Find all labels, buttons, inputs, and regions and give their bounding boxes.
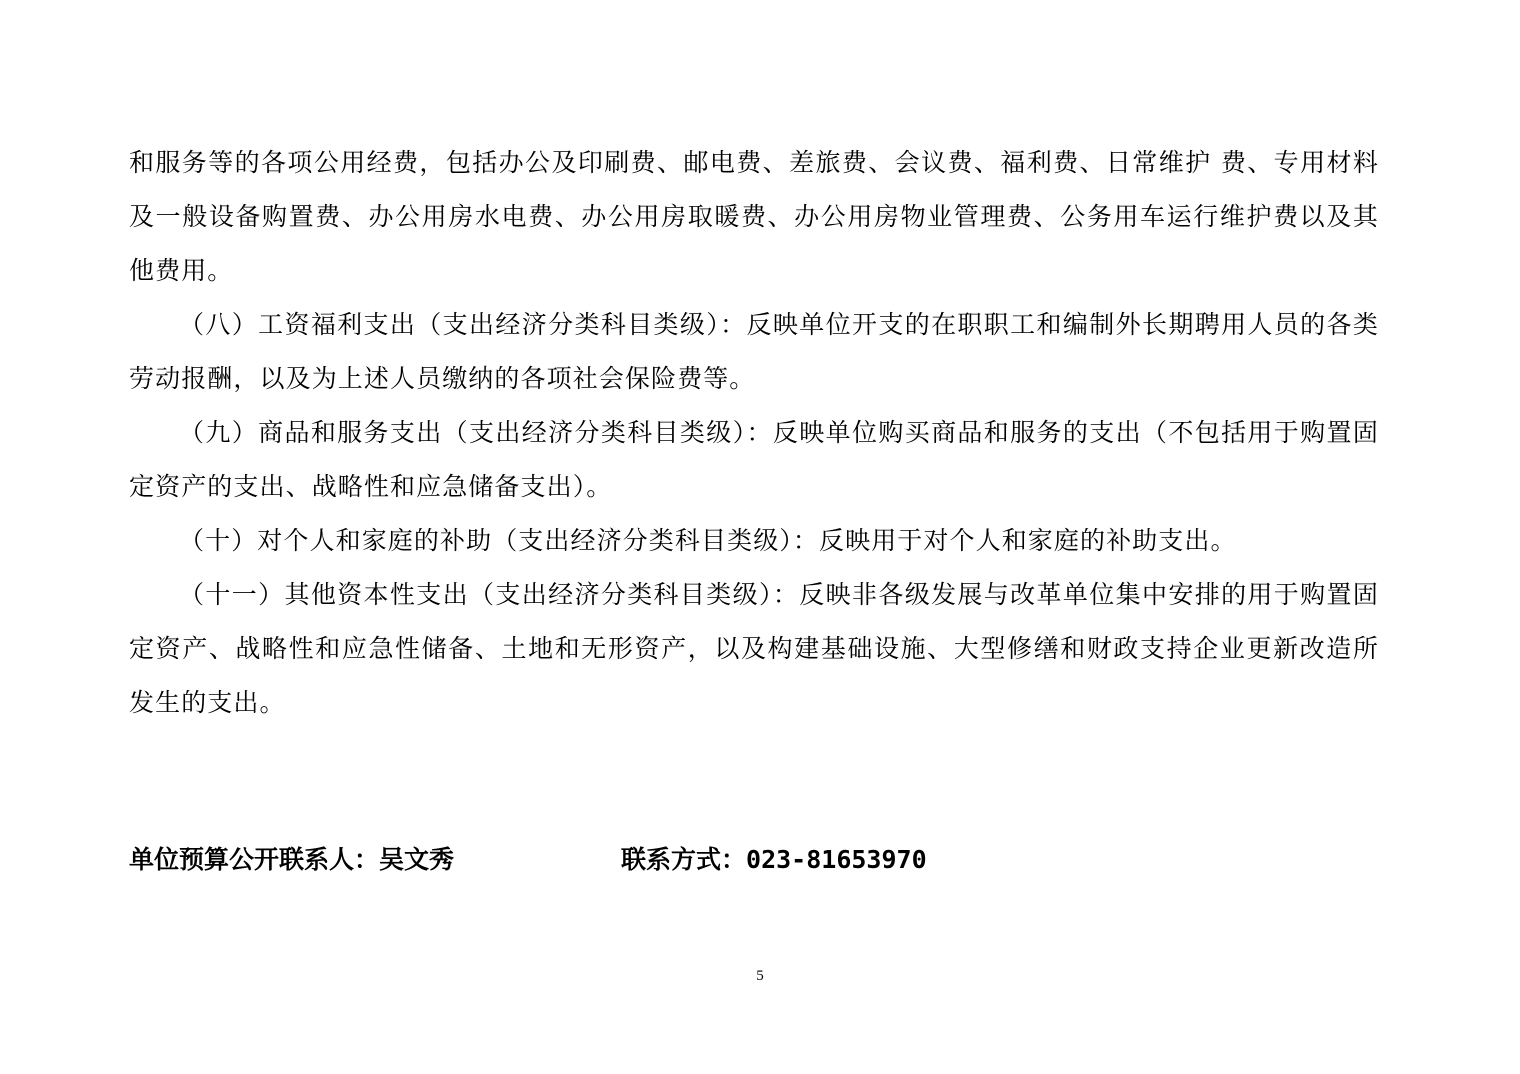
paragraph-item-8: （八）工资福利支出（支出经济分类科目类级）：反映单位开支的在职职工和编制外长期聘用人员的各类劳动报酬，以及为上述人员缴纳的各项社会保险费等。 bbox=[129, 310, 1379, 393]
contact-person bbox=[129, 840, 454, 880]
contact-phone-number: 023-81653970 bbox=[746, 845, 927, 874]
paragraph-item-9: （九）商品和服务支出（支出经济分类科目类级）：反映单位购买商品和服务的支出（不包括用于购置固定资产的支出、战略性和应急储备支出）。 bbox=[129, 418, 1379, 501]
contact-phone-label: 联系方式： bbox=[621, 845, 747, 874]
paragraph-item-10: （十）对个人和家庭的补助（支出经济分类科目类级）：反映用于对个人和家庭的补助支出。 bbox=[179, 526, 1237, 555]
contact-phone bbox=[621, 840, 927, 880]
contact-person-name: 吴文秀 bbox=[379, 845, 455, 874]
body-text bbox=[129, 136, 1379, 730]
page-number: 5 bbox=[756, 968, 764, 984]
contact-line bbox=[129, 840, 1229, 880]
paragraph-continuation: 和服务等的各项公用经费，包括办公及印刷费、邮电费、差旅费、会议费、福利费、日常维护 费、专用材料及一般设备购置费、办公用房水电费、办公用房取暖费、办公用房物业管理费、公务用车运行维护费以及其他费用。 bbox=[129, 148, 1379, 285]
paragraph-item-11: （十一）其他资本性支出（支出经济分类科目类级）：反映非各级发展与改革单位集中安排的用于购置固定资产、战略性和应急性储备、土地和无形资产，以及构建基础设施、大型修缮和财政支持企业更新改造所发生的支出。 bbox=[129, 580, 1379, 717]
contact-person-label: 单位预算公开联系人： bbox=[129, 845, 380, 874]
